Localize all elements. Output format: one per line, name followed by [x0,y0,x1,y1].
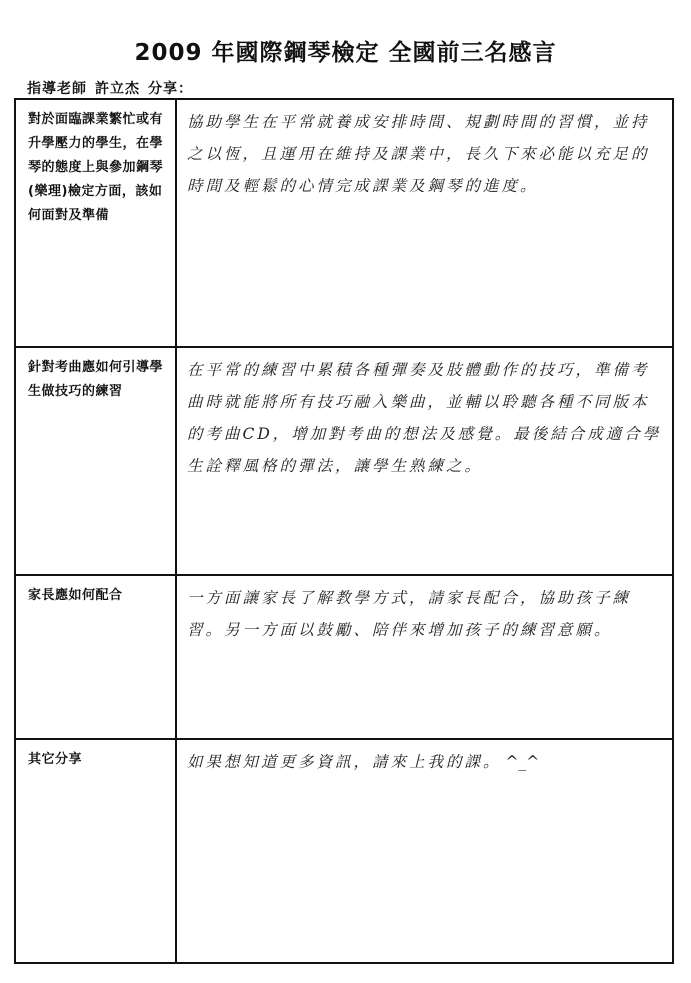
answer-cell: 一方面讓家長了解教學方式，請家長配合，協助孩子練習。另一方面以鼓勵、陪伴來增加孩子的練習意願。 [187,589,632,639]
table-row [16,100,672,348]
table-row [16,348,672,576]
question-cell: 其它分享 [16,740,177,964]
teacher-line [27,78,201,98]
teacher-label: 指導老師 [27,81,87,97]
table-row [16,740,672,964]
answer-text: 如果想知道更多資訊，請來上我的課。 [187,753,502,771]
question-cell: 家長應如何配合 [16,576,177,738]
qa-table [14,98,674,964]
table-row [16,576,672,740]
answer-cell: 協助學生在平常就養成安排時間、規劃時間的習慣，並持之以恆，且運用在維持及課業中，長久下來必能以充足的時間及輕鬆的心情完成課業及鋼琴的進度。 [187,113,650,195]
smiley-icon: ^_^ [505,753,540,771]
question-cell: 對於面臨課業繁忙或有升學壓力的學生，在學琴的態度上與參加鋼琴(樂理)檢定方面，該如何面對及準備 [16,100,177,346]
answer-cell [177,740,672,964]
teacher-name: 許立杰 [95,81,140,97]
question-cell: 針對考曲應如何引導學生做技巧的練習 [16,348,177,574]
page-title: 2009 年國際鋼琴檢定 全國前三名感言 [134,40,557,66]
share-label: 分享： [148,81,193,97]
answer-cell: 在平常的練習中累積各種彈奏及肢體動作的技巧，準備考曲時就能將所有技巧融入樂曲，並輔以聆聽各種不同版本的考曲CD，增加對考曲的想法及感覺。最後結合成適合學生詮釋風格的彈法，讓學生熟練之。 [187,361,662,475]
